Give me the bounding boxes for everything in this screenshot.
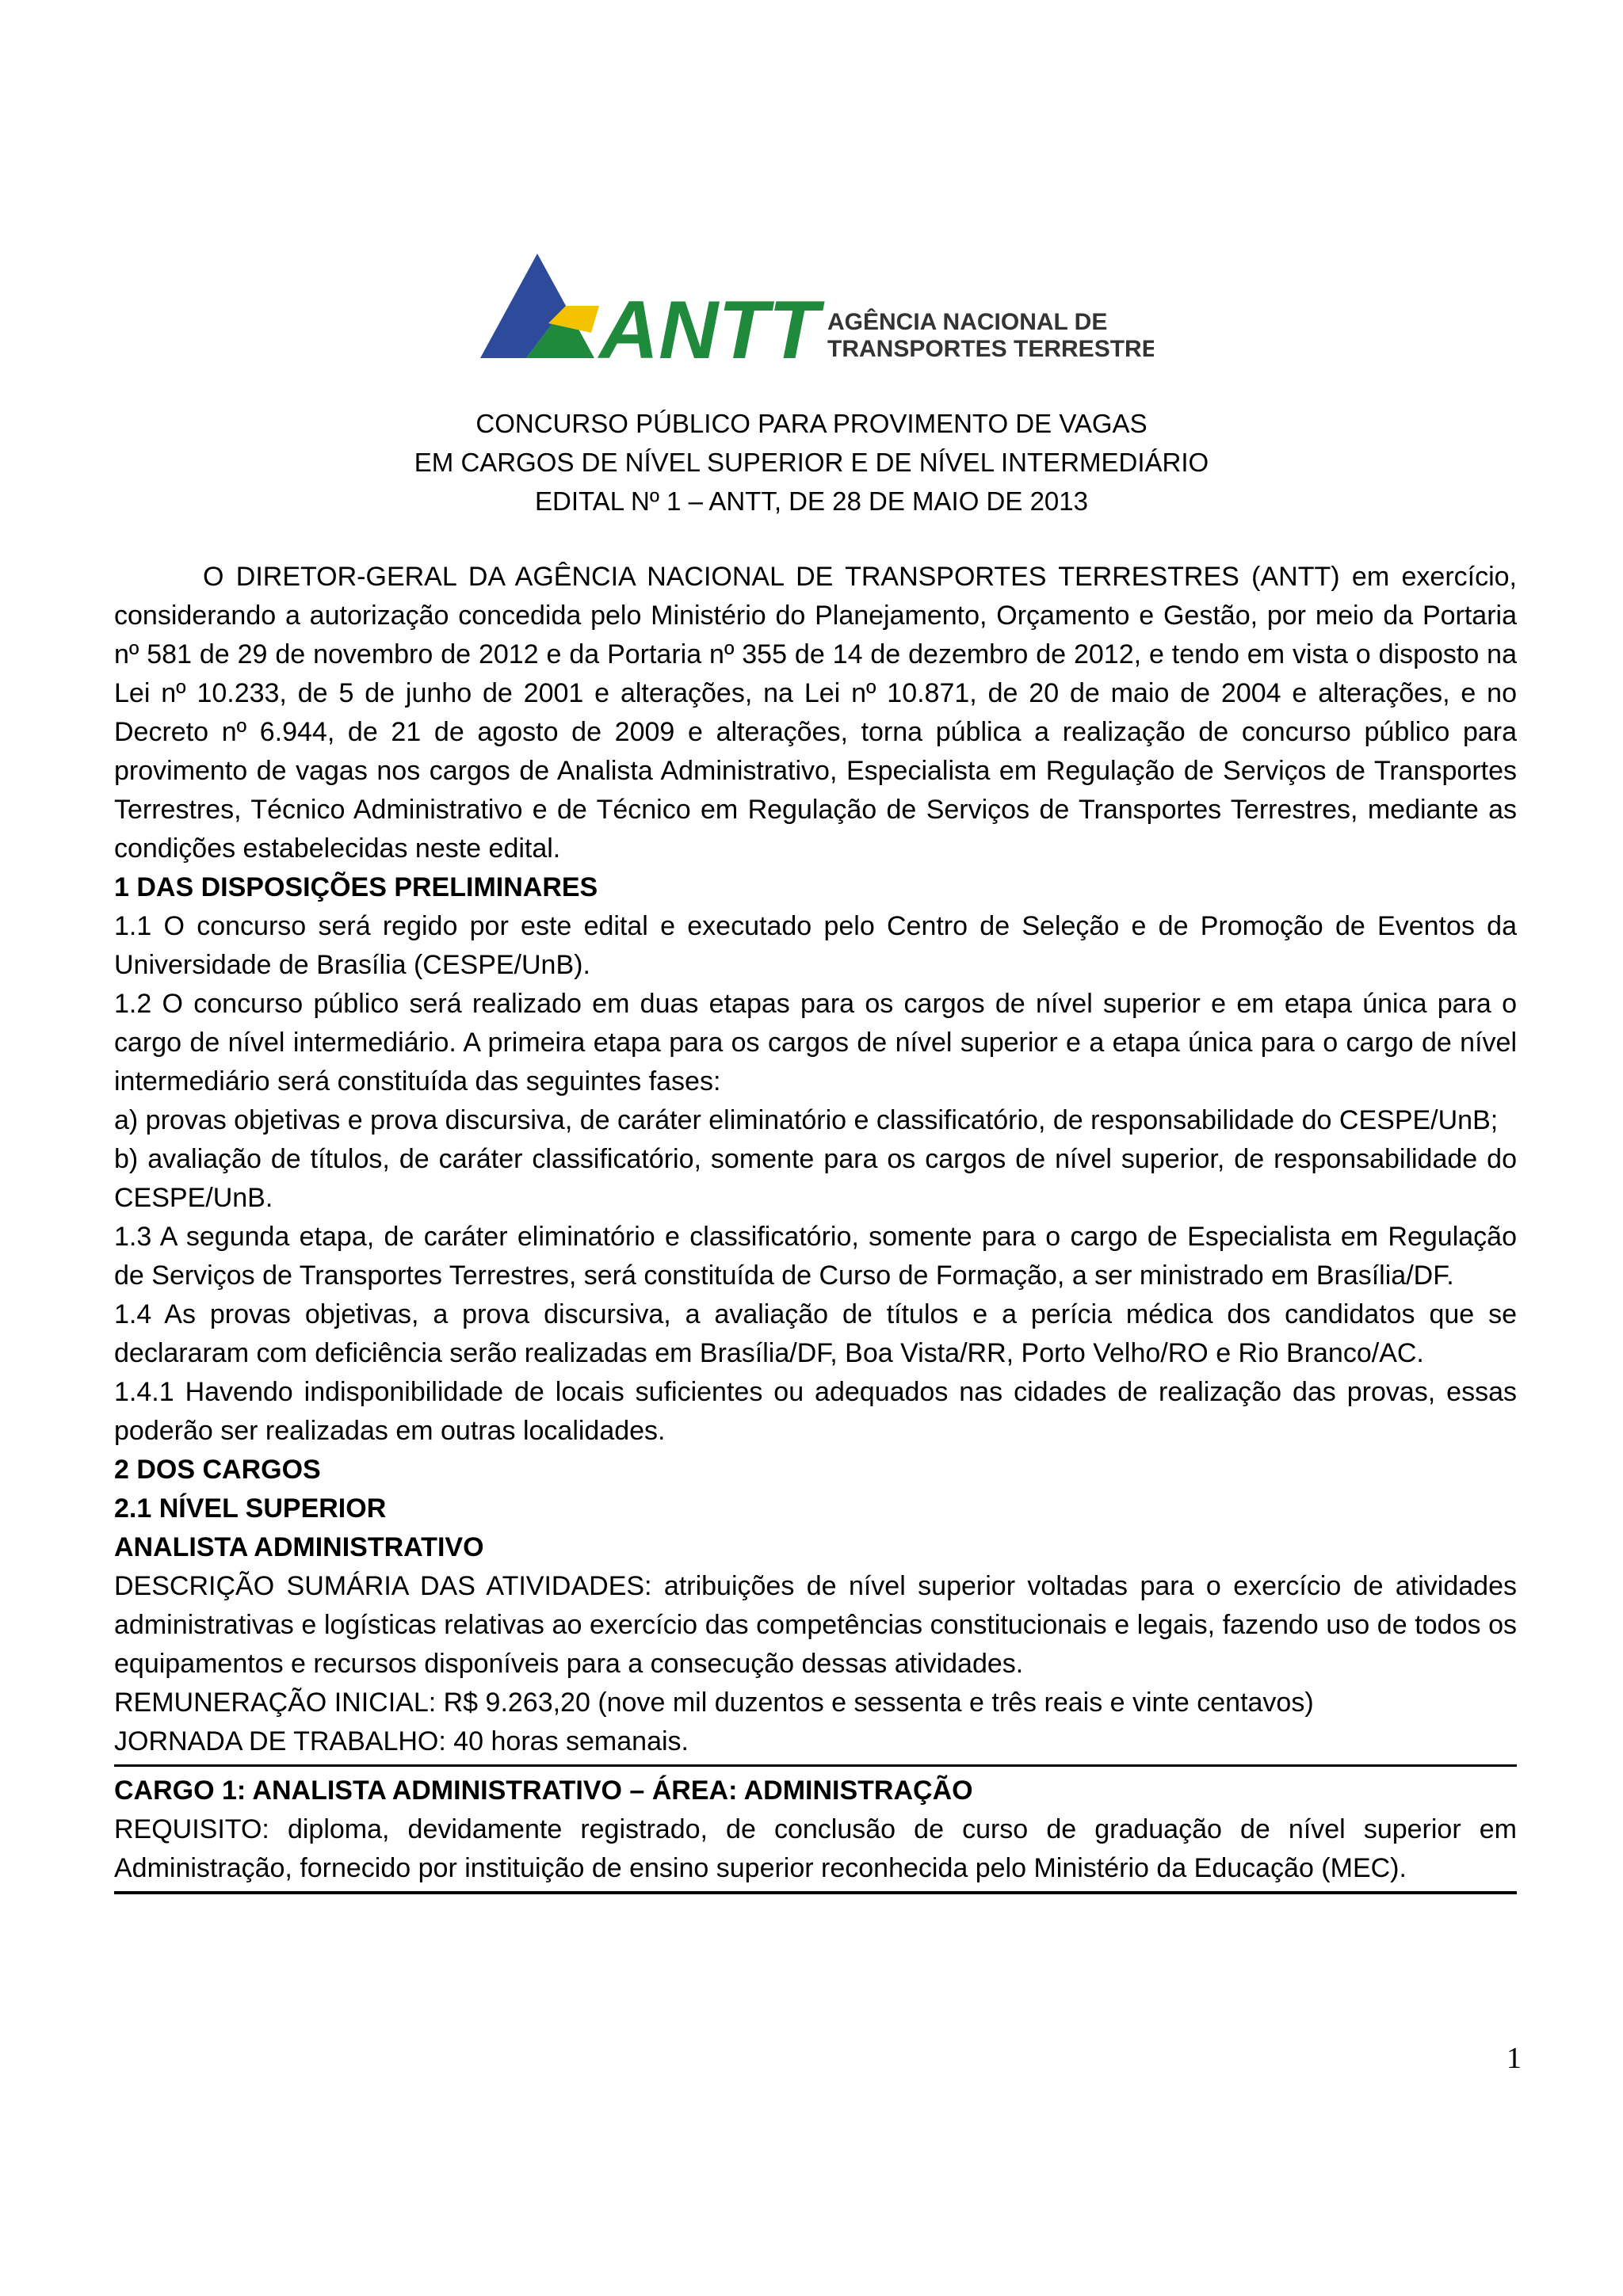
header-line-3: EDITAL Nº 1 – ANTT, DE 28 DE MAIO DE 2013 — [535, 486, 1088, 516]
logo-name-line2: TRANSPORTES TERRESTRES — [827, 336, 1154, 362]
item-1-4-1: 1.4.1 Havendo indisponibilidade de locais suficientes ou adequados nas cidades de realização das provas, essas poderão ser realizadas em outras localidades. — [114, 1377, 1517, 1446]
item-1-3: 1.3 A segunda etapa, de caráter eliminatório e classificatório, somente para o cargo de Especialista em Regulação de Serviços de Transportes Terrestres, será constituída de Curso de Formação, a ser ministrado em Brasília/DF. — [114, 1222, 1517, 1291]
item-1-1: 1.1 O concurso será regido por este edital e executado pelo Centro de Seleção e de Promoção de Eventos da Universidade de Brasília (CESPE/UnB). — [114, 911, 1517, 980]
antt-logo — [480, 254, 1154, 364]
page-number: 1 — [1507, 2042, 1522, 2075]
antt-logo-graphic — [480, 254, 1154, 364]
item-1-4: 1.4 As provas objetivas, a prova discursiva, a avaliação de títulos e a perícia médica dos candidatos que se declararam com deficiência serão realizadas em Brasília/DF, Boa Vista/RR, Porto Velho/RO e Rio Branco/AC. — [114, 1299, 1517, 1368]
section-2-1-title: 2.1 NÍVEL SUPERIOR — [114, 1493, 387, 1524]
header-line-2: EM CARGOS DE NÍVEL SUPERIOR E DE NÍVEL INTERMEDIÁRIO — [414, 448, 1209, 477]
divider-line — [114, 1764, 1517, 1767]
cargo-1-title: CARGO 1: ANALISTA ADMINISTRATIVO – ÁREA: ADMINISTRAÇÃO — [114, 1775, 973, 1806]
item-1-2: 1.2 O concurso público será realizado em duas etapas para os cargos de nível superior e em etapa única para o cargo de nível intermediário. A primeira etapa para os cargos de nível superior e a etapa única para o cargo de nível intermediário será constituída das seguintes fases: — [114, 989, 1517, 1097]
item-1-2-b: b) avaliação de títulos, de caráter classificatório, somente para os cargos de nível superior, de responsabilidade do CESPE/UnB. — [114, 1144, 1517, 1213]
remuneracao-inicial: REMUNERAÇÃO INICIAL: R$ 9.263,20 (nove mil duzentos e sessenta e três reais e vinte centavos) — [114, 1688, 1314, 1718]
document-header — [0, 404, 1623, 521]
header-line-1: CONCURSO PÚBLICO PARA PROVIMENTO DE VAGAS — [475, 409, 1148, 438]
bottom-divider-line — [114, 1891, 1517, 1894]
section-2-title: 2 DOS CARGOS — [114, 1455, 321, 1485]
item-1-2-a: a) provas objetivas e prova discursiva, de caráter eliminatório e classificatório, de responsabilidade do CESPE/UnB; — [114, 1105, 1499, 1135]
logo-acronym: ANTT — [599, 284, 819, 364]
intro-paragraph: O DIRETOR-GERAL DA AGÊNCIA NACIONAL DE TRANSPORTES TERRESTRES (ANTT) em exercício, considerando a autorização concedida pelo Ministério do Planejamento, Orçamento e Gestão, por meio da Portaria nº 581 de 29 de novembro de 2012 e da Portaria nº 355 de 14 de dezembro de 2012, e tendo em vista o disposto na Lei nº 10.233, de 5 de junho de 2001 e alterações, na Lei nº 10.871, de 20 de maio de 2004 e alterações, e no Decreto nº 6.944, de 21 de agosto de 2009 e alterações, torna pública a realização de concurso público para provimento de vagas nos cargos de Analista Administrativo, Especialista em Regulação de Serviços de Transportes Terrestres, Técnico Administrativo e de Técnico em Regulação de Serviços de Transportes Terrestres, mediante as condições estabelecidas neste edital. — [114, 562, 1517, 864]
requisito: REQUISITO: diploma, devidamente registrado, de conclusão de curso de graduação de nível superior em Administração, fornecido por instituição de ensino superior reconhecida pelo Ministério da Educação (MEC). — [114, 1814, 1517, 1883]
section-1-title: 1 DAS DISPOSIÇÕES PRELIMINARES — [114, 872, 598, 902]
jornada-trabalho: JORNADA DE TRABALHO: 40 horas semanais. — [114, 1726, 689, 1756]
logo-name-line1: AGÊNCIA NACIONAL DE — [827, 309, 1108, 335]
document-body — [114, 558, 1517, 1894]
analista-title: ANALISTA ADMINISTRATIVO — [114, 1532, 484, 1562]
descricao-atividades: DESCRIÇÃO SUMÁRIA DAS ATIVIDADES: atribuições de nível superior voltadas para o exercício de atividades administrativas e logísticas relativas ao exercício das competências constitucionais e legais, fazendo uso de todos os equipamentos e recursos disponíveis para a consecução dessas atividades. — [114, 1571, 1517, 1679]
